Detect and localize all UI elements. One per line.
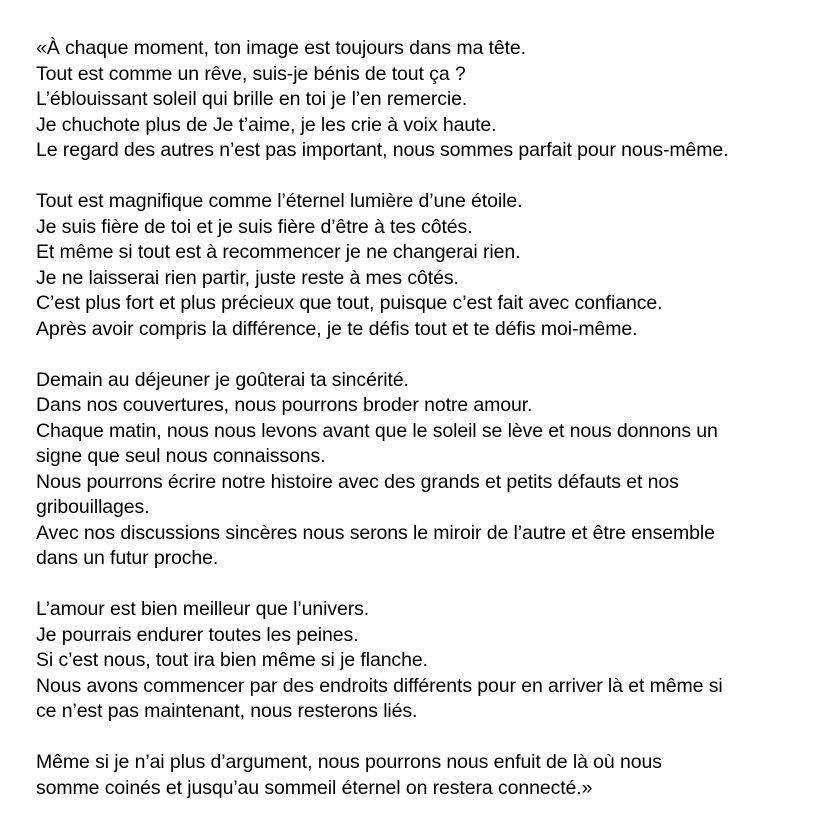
text-line: Si c’est nous, tout ira bien même si je flanche. [36,649,428,671]
text-line: Après avoir compris la différence, je te défis tout et te défis moi-même. [36,317,638,340]
stanza-1 [36,36,816,164]
text-line: Je suis fière de toi et je suis fière d’être à tes côtés. [36,215,473,238]
stanza-2 [36,189,816,342]
text-line: dans un futur proche. [36,547,219,569]
text-line: Demain au déjeuner je goûterai ta sincérité. [36,368,409,391]
text-line: Avec nos discussions sincères nous serons le miroir de l’autre et être ensemble [36,521,715,544]
stanza-3 [36,368,816,572]
stanza-5 [36,750,816,801]
text-line: Je pourrais endurer toutes les peines. [36,623,359,646]
text-line: signe que seul nous connaissons. [36,445,326,467]
text-line: Je ne laisserai rien partir, juste reste à mes côtés. [36,266,459,289]
text-line: ce n’est pas maintenant, nous resterons liés. [36,700,418,722]
text-line: Tout est magnifique comme l’éternel lumière d’une étoile. [36,190,523,212]
text-line: C’est plus fort et plus précieux que tout, puisque c’est fait avec confiance. [36,292,663,314]
poem-text [36,36,816,827]
text-line: Nous avons commencer par des endroits différents pour en arriver là et même si [36,674,723,697]
text-line: Nous pourrons écrire notre histoire avec des grands et petits défauts et nos [36,470,679,493]
text-line: Même si je n’ai plus d’argument, nous pourrons nous enfuit de là où nous [36,751,662,773]
text-line: L’amour est bien meilleur que l’univers. [36,598,370,620]
text-line: Et même si tout est à recommencer je ne changerai rien. [36,241,521,263]
text-line: L’éblouissant soleil qui brille en toi je l’en remercie. [36,88,468,110]
text-line: Je chuchote plus de Je t’aime, je les crie à voix haute. [36,113,497,136]
text-line: Chaque matin, nous nous levons avant que le soleil se lève et nous donnons un [36,419,718,442]
text-line: somme coinés et jusqu’au sommeil éternel on restera connecté.» [36,776,593,799]
text-line: Le regard des autres n’est pas important, nous sommes parfait pour nous-même. [36,139,729,161]
stanza-4 [36,597,816,725]
text-line: Dans nos couvertures, nous pourrons broder notre amour. [36,394,533,416]
text-line: Tout est comme un rêve, suis-je bénis de tout ça ? [36,62,466,85]
text-line: gribouillages. [36,496,150,518]
text-line: «À chaque moment, ton image est toujours dans ma tête. [36,37,526,59]
